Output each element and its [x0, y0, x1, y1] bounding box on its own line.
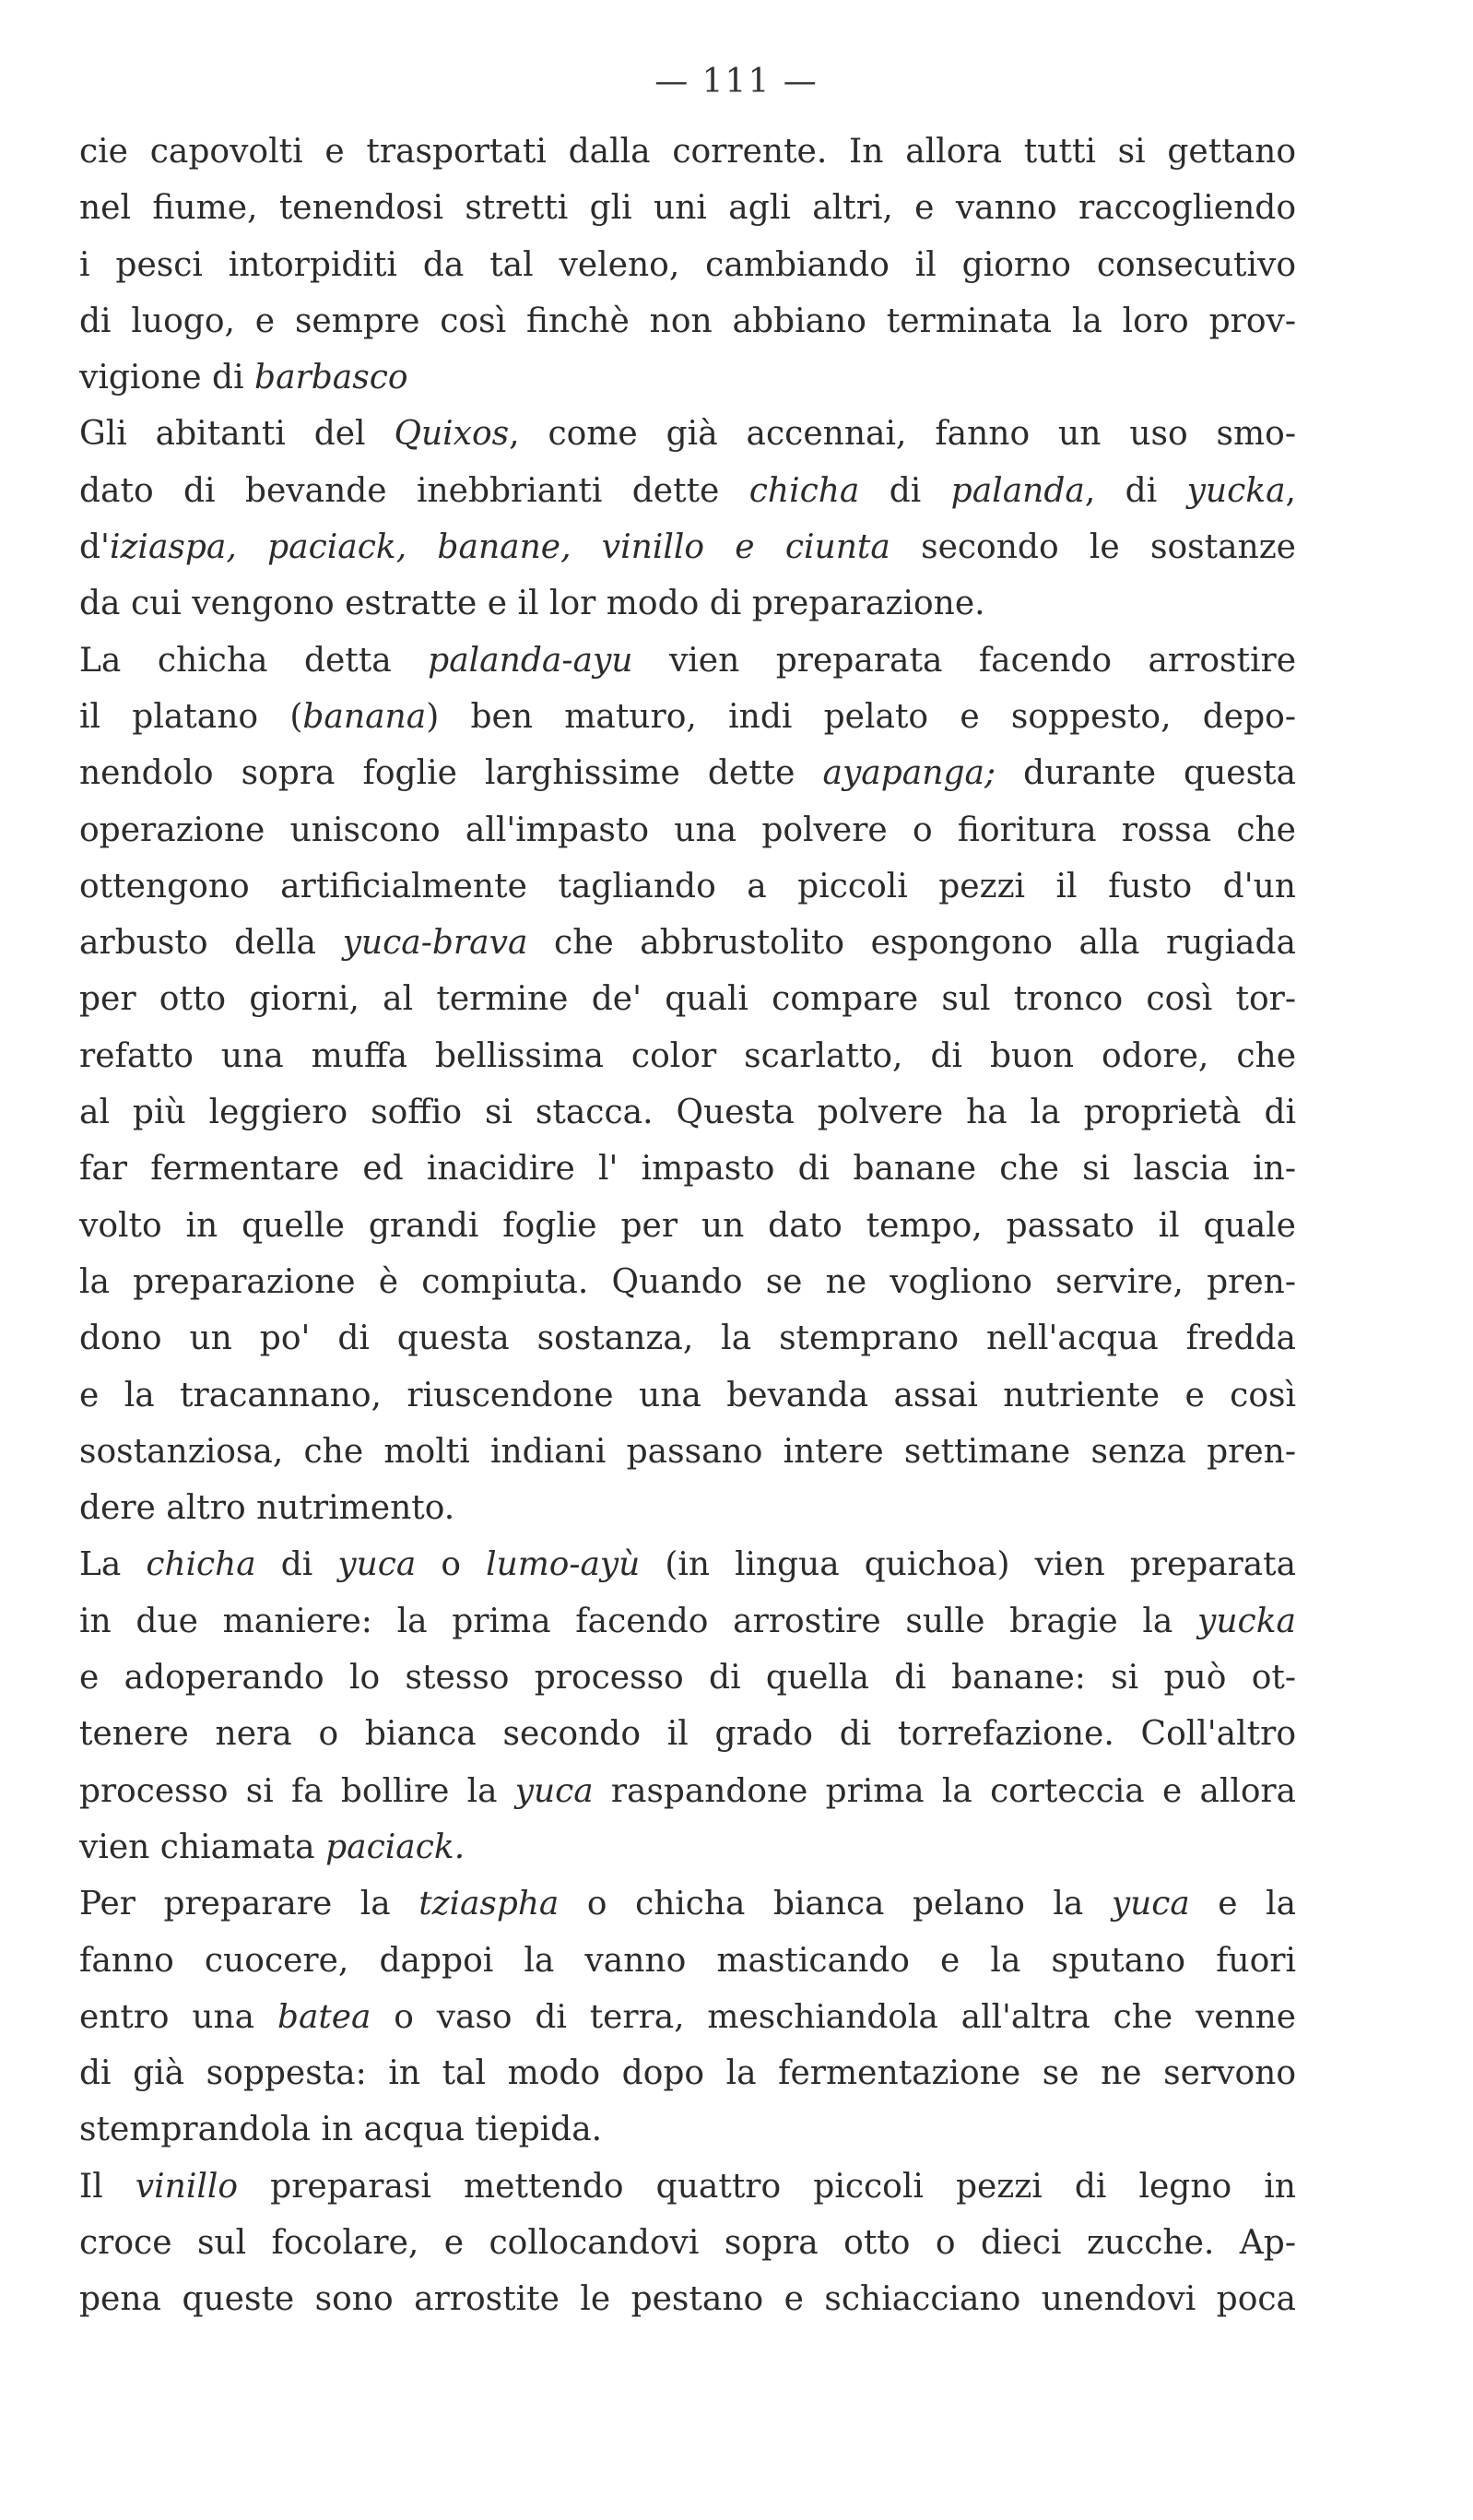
text-run: d' — [79, 528, 110, 567]
text-run: vien chiamata — [79, 1828, 326, 1866]
text-run: Il — [79, 2167, 136, 2206]
text-run: i pesci intorpiditi da tal veleno, cambiando il giorno consecutivo — [79, 245, 1296, 284]
italic-term: yuca-brava — [342, 924, 528, 963]
text-run: volto in quelle grandi foglie per un dato tempo, passato il quale — [79, 1206, 1296, 1245]
italic-term: banana — [302, 697, 427, 736]
text-line — [79, 1763, 1296, 1819]
text-line — [79, 293, 1296, 349]
text-run: vigione di — [79, 359, 255, 397]
text-run: in due maniere: la prima facendo arrostire sulle bragie la — [79, 1602, 1198, 1640]
text-line — [79, 519, 1296, 575]
italic-term: chicha — [146, 1545, 256, 1584]
text-line — [79, 1593, 1296, 1650]
text-run: o chicha bianca pelano la — [559, 1885, 1112, 1923]
text-line — [79, 349, 1296, 406]
text-line — [79, 745, 1296, 801]
text-run: sostanziosa, che molti indiani passano intere settimane senza pren- — [79, 1432, 1296, 1471]
italic-term: vinillo — [135, 2167, 239, 2206]
text-line — [79, 1536, 1296, 1592]
text-run: o — [416, 1545, 487, 1584]
text-line — [79, 2159, 1296, 2215]
text-run: ) ben maturo, indi pelato e soppesto, depo- — [426, 697, 1296, 736]
text-line — [79, 858, 1296, 915]
italic-term: barbasco — [254, 359, 408, 397]
text-line — [79, 180, 1296, 236]
italic-term: ayapanga; — [822, 754, 996, 793]
text-line — [79, 971, 1296, 1027]
text-line — [79, 406, 1296, 462]
text-line — [79, 124, 1296, 180]
text-line — [79, 1254, 1296, 1310]
text-line — [79, 1650, 1296, 1706]
text-run: durante questa — [996, 754, 1296, 793]
text-line — [79, 1084, 1296, 1141]
text-run: raspandone prima la corteccia e allora — [593, 1771, 1296, 1810]
text-run: La — [79, 1545, 147, 1584]
page-number: — 111 — — [654, 63, 819, 101]
text-run: cie capovolti e trasportati dalla corrente. In allora tutti si gettano — [79, 133, 1296, 171]
text-line — [79, 2101, 1296, 2158]
text-run: di luogo, e sempre così finchè non abbiano terminata la loro prov- — [79, 302, 1296, 340]
text-run: dere altro nutrimento. — [79, 1489, 455, 1528]
text-run: di già soppesta: in tal modo dopo la fermentazione se ne servono — [79, 2054, 1296, 2093]
text-run: croce sul focolare, e collocandovi sopra otto o dieci zucche. Ap- — [79, 2223, 1296, 2262]
text-run: e adoperando lo stesso processo di quella di banane: si può ot- — [79, 1659, 1296, 1698]
text-run: la preparazione è compiuta. Quando se ne vogliono servire, pren- — [79, 1262, 1296, 1301]
italic-term: palanda-ayu — [428, 641, 633, 680]
text-line — [79, 237, 1296, 293]
italic-term: yuca — [337, 1545, 417, 1584]
italic-term: yuca — [514, 1771, 594, 1810]
text-line — [79, 1875, 1296, 1932]
text-line — [79, 463, 1296, 519]
text-line — [79, 1933, 1296, 1989]
text-run: stemprandola in acqua tiepida. — [79, 2111, 603, 2149]
text-run: fanno cuocere, dappoi la vanno masticando e la sputano fuori — [79, 1941, 1296, 1980]
italic-term: lumo-ayù — [486, 1545, 641, 1584]
text-line — [79, 1989, 1296, 2045]
italic-term: paciack. — [325, 1828, 465, 1866]
text-run: , — [1285, 471, 1296, 510]
text-line — [79, 689, 1296, 745]
text-line — [79, 1141, 1296, 1197]
text-run: far fermentare ed inacidire l' impasto di banane che si lascia in- — [79, 1150, 1296, 1189]
text-line — [79, 1424, 1296, 1480]
text-run: che abbrustolito espongono alla rugiada — [527, 924, 1296, 963]
text-run: ottengono artificialmente tagliando a piccoli pezzi il fusto d'un — [79, 867, 1296, 905]
text-line — [79, 1028, 1296, 1084]
text-line — [79, 2271, 1296, 2327]
italic-term: yucka — [1186, 471, 1286, 510]
text-run: (in lingua quichoa) vien preparata — [640, 1545, 1296, 1584]
text-line — [79, 2045, 1296, 2101]
body-text — [79, 124, 1296, 2328]
text-line — [79, 1367, 1296, 1424]
text-run: e la tracannano, riuscendone una bevanda assai nutriente e così — [79, 1376, 1296, 1414]
text-run: secondo le sostanze — [890, 528, 1296, 567]
text-run: refatto una muffa bellissima color scarlatto, di buon odore, che — [79, 1036, 1296, 1075]
italic-term: yucka — [1197, 1602, 1296, 1640]
text-run: per otto giorni, al termine de' quali compare sul tronco così tor- — [79, 980, 1296, 1019]
text-line — [79, 1480, 1296, 1536]
text-run: operazione uniscono all'impasto una polvere o fioritura rossa che — [79, 810, 1296, 849]
text-run: Per preparare la — [79, 1885, 419, 1923]
text-run: dono un po' di questa sostanza, la stemprano nell'acqua fredda — [79, 1319, 1296, 1358]
text-run: e la — [1189, 1885, 1296, 1923]
text-run: , di — [1084, 471, 1187, 510]
text-run: vien preparata facendo arrostire — [632, 641, 1296, 680]
italic-term: palanda — [950, 471, 1085, 510]
text-line — [79, 575, 1296, 632]
italic-term: tziaspha — [418, 1885, 560, 1923]
text-run: , come già accennai, fanno un uso smo- — [509, 415, 1296, 454]
text-run: processo si fa bollire la — [79, 1771, 515, 1810]
text-line — [79, 802, 1296, 858]
text-run: La chicha detta — [79, 641, 429, 680]
text-line — [79, 915, 1296, 971]
text-run: di — [859, 471, 951, 510]
text-line — [79, 1706, 1296, 1762]
text-run: arbusto della — [79, 924, 343, 963]
text-line — [79, 1310, 1296, 1366]
text-run: di — [255, 1545, 338, 1584]
italic-term: batea — [277, 1997, 371, 2036]
italic-term: yuca — [1111, 1885, 1190, 1923]
text-run: preparasi mettendo quattro piccoli pezzi di legno in — [238, 2167, 1296, 2206]
text-run: il platano ( — [79, 697, 303, 736]
text-line — [79, 1819, 1296, 1875]
text-run: Gli abitanti del — [79, 415, 395, 454]
italic-term: chicha — [748, 471, 860, 510]
text-run: nel fiume, tenendosi stretti gli uni agli altri, e vanno raccogliendo — [79, 189, 1296, 228]
italic-term: Quixos — [394, 415, 510, 454]
text-run: o vaso di terra, meschiandola all'altra che venne — [371, 1997, 1296, 2036]
italic-term: iziaspa, paciack, banane, vinillo e ciunta — [109, 528, 890, 567]
text-run: dato di bevande inebbrianti dette — [79, 471, 749, 510]
text-run: tenere nera o bianca secondo il grado di torrefazione. Coll'altro — [79, 1715, 1296, 1754]
text-run: pena queste sono arrostite le pestano e schiacciano unendovi poca — [79, 2280, 1296, 2319]
text-line — [79, 1198, 1296, 1254]
text-run: entro una — [79, 1997, 277, 2036]
text-line — [79, 633, 1296, 689]
text-run: al più leggiero soffio si stacca. Questa polvere ha la proprietà di — [79, 1094, 1296, 1132]
text-line — [79, 2215, 1296, 2271]
text-run: nendolo sopra foglie larghissime dette — [79, 754, 823, 793]
text-run: da cui vengono estratte e il lor modo di preparazione. — [79, 585, 985, 623]
